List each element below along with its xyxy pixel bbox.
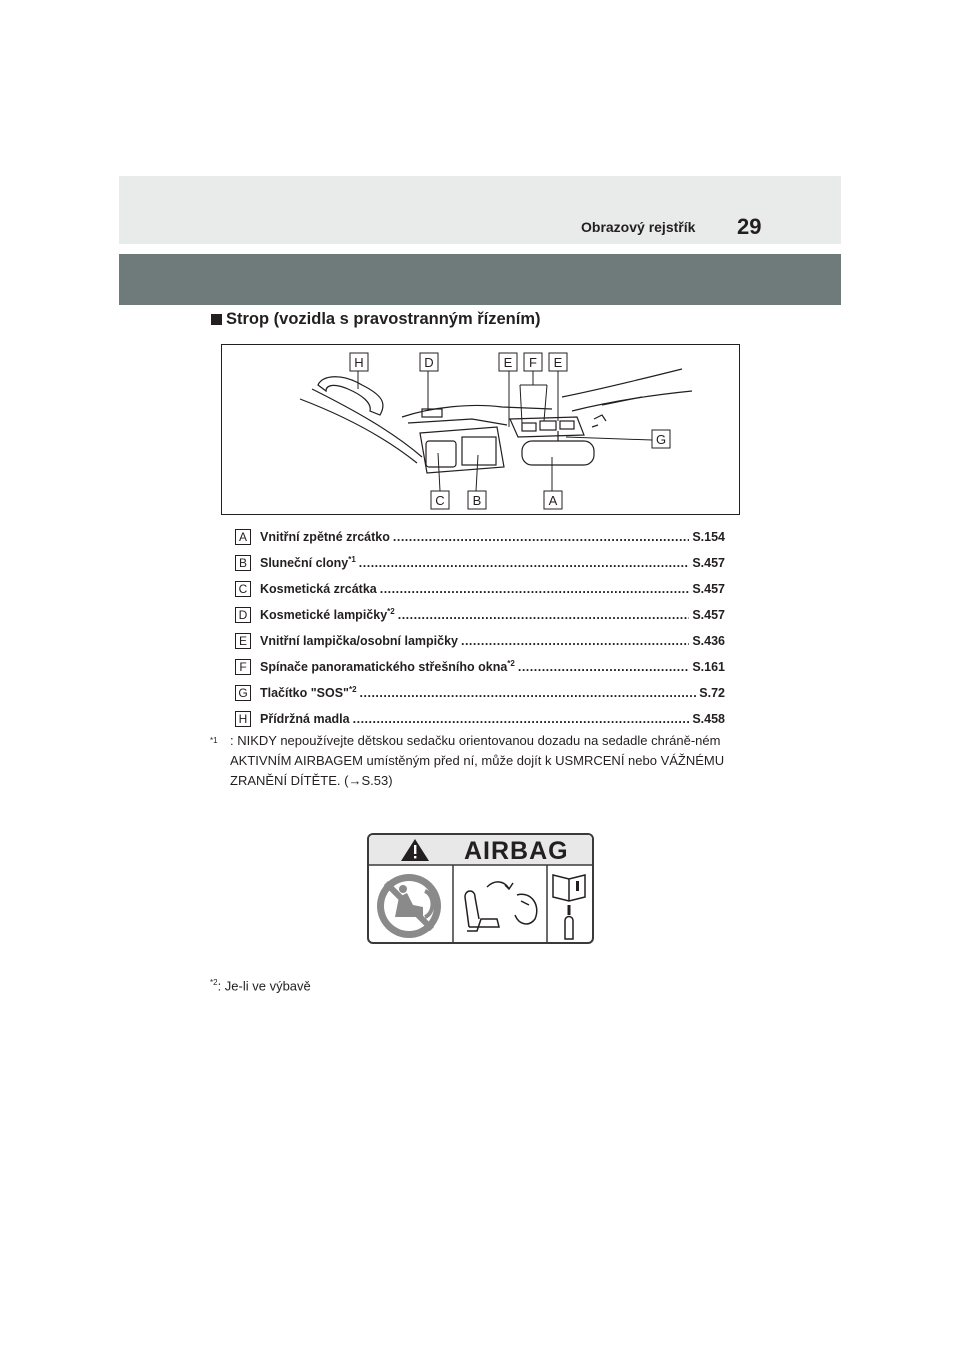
item-letter: H <box>235 711 251 727</box>
item-letter: A <box>235 529 251 545</box>
item-letter: F <box>235 659 251 675</box>
footnote-mark: *1 <box>348 555 356 565</box>
item-letter: B <box>235 555 251 571</box>
list-item <box>235 576 725 602</box>
dot-leader <box>360 686 697 700</box>
page-number: 29 <box>737 214 762 239</box>
heading <box>211 310 540 329</box>
footnote-mark: *2 <box>387 607 395 617</box>
diagram-label-h: H <box>354 355 364 370</box>
heading-text: Strop (vozidla s pravostranným řízením) <box>226 310 541 328</box>
item-letter: C <box>235 581 251 597</box>
item-letter: D <box>235 607 251 623</box>
list-item <box>235 628 725 654</box>
dot-leader <box>518 660 689 674</box>
dot-leader <box>353 712 690 726</box>
item-page-ref[interactable]: S.457 <box>692 556 725 570</box>
item-page-ref[interactable]: S.72 <box>699 686 725 700</box>
footnote-2-mark: *2 <box>210 978 218 987</box>
footnote-mark: *2 <box>507 659 515 669</box>
dot-leader <box>398 608 690 622</box>
dot-leader <box>393 530 689 544</box>
list-item <box>235 524 725 550</box>
seat-airbag-icon <box>465 882 537 931</box>
diagram-label-c: C <box>435 493 445 508</box>
item-page-ref[interactable]: S.154 <box>692 530 725 544</box>
item-page-ref[interactable]: S.436 <box>692 634 725 648</box>
dot-leader <box>461 634 689 648</box>
list-item <box>235 602 725 628</box>
diagram-label-f: F <box>529 355 537 370</box>
item-label: Spínače panoramatického střešního okna$^{*2}$ <box>260 659 515 675</box>
header-band <box>119 176 841 244</box>
item-label: Přídržná madla <box>260 712 350 726</box>
footnote-1 <box>210 731 750 791</box>
section-title: Obrazový rejstřík <box>581 219 696 235</box>
diagram-label-d: D <box>424 355 434 370</box>
ceiling-illustration <box>222 345 740 515</box>
item-page-ref[interactable]: S.458 <box>692 712 725 726</box>
diagram-label-g: G <box>655 432 667 447</box>
footnote-2 <box>210 978 311 993</box>
diagram-label-b: B <box>472 493 482 508</box>
bullet-square-icon <box>211 314 222 325</box>
list-item <box>235 550 725 576</box>
title-band <box>119 254 841 305</box>
item-label: Vnitřní zpětné zrcátko <box>260 530 390 544</box>
airbag-label-text: AIRBAG <box>464 837 569 865</box>
diagram-label-e1: E <box>503 355 513 370</box>
ceiling-diagram <box>221 344 740 515</box>
diagram-label-e2: E <box>553 355 563 370</box>
no-child-seat-icon <box>377 874 441 938</box>
footnote-2-text: : Je-li ve výbavě <box>217 978 311 994</box>
footnote-1-mark: *1 <box>210 736 218 745</box>
dot-leader <box>380 582 690 596</box>
item-letter: E <box>235 633 251 649</box>
airbag-warning-label <box>367 833 594 944</box>
list-item <box>235 706 725 732</box>
diagram-label-a: A <box>548 493 558 508</box>
item-label: Vnitřní lampička/osobní lampičky <box>260 634 458 648</box>
read-manual-icon <box>553 875 585 939</box>
dot-leader <box>359 556 690 570</box>
item-page-ref[interactable]: S.457 <box>692 582 725 596</box>
item-label: Kosmetické lampičky$^{*2}$ <box>260 607 395 623</box>
item-page-ref[interactable]: S.161 <box>692 660 725 674</box>
item-label: Sluneční clony$^{*1}$ <box>260 555 356 571</box>
footnote-mark: *2 <box>348 685 357 695</box>
item-letter: G <box>235 685 251 701</box>
item-list <box>235 524 725 732</box>
item-label: Tlačítko "SOS"$^{*2}$ <box>260 685 357 701</box>
footnote-1-text: : NIKDY nepoužívejte dětskou sedačku orientovanou dozadu na sedadle chráně-ném AKTIVNÍM AIRBAGEM umístěným před ní, může dojít k USMRCENÍ nebo VÁŽNÉMU ZRANĚNÍ DÍTĚTE. (→S.53) <box>230 733 725 788</box>
list-item <box>235 680 725 706</box>
item-page-ref[interactable]: S.457 <box>692 608 725 622</box>
list-item <box>235 654 725 680</box>
item-label: Kosmetická zrcátka <box>260 582 377 596</box>
